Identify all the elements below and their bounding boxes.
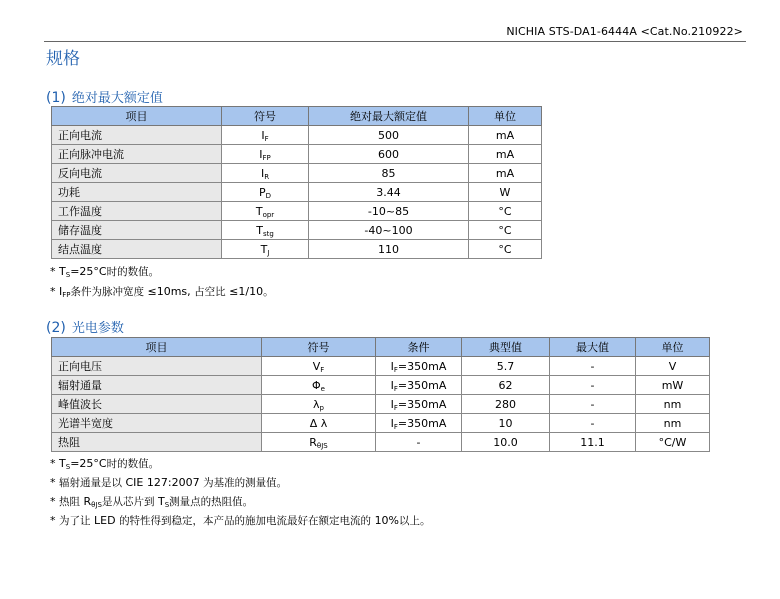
table-row (52, 126, 542, 145)
row-value: -10~85 (309, 202, 469, 221)
row-unit: mW (636, 376, 710, 395)
row-condition: $I_F=350mA$ (376, 395, 462, 414)
row-item: 反向电流 (52, 164, 222, 183)
row-unit: V (636, 357, 710, 376)
section2-number: (2) (46, 320, 66, 336)
row-typical: 280 (462, 395, 550, 414)
row-value: 500 (309, 126, 469, 145)
row-max: - (550, 395, 636, 414)
row-unit: nm (636, 414, 710, 433)
row-item: 辐射通量 (52, 376, 262, 395)
col-header-item: 项目 (52, 338, 262, 357)
row-typical: 10 (462, 414, 550, 433)
table-row (52, 164, 542, 183)
section1-title: 绝对最大额定值 (71, 91, 163, 106)
table-row (52, 221, 542, 240)
row-unit: mA (469, 145, 542, 164)
table-row (52, 145, 542, 164)
row-typical: 10.0 (462, 433, 550, 452)
row-symbol: $\Phi_e$ (262, 376, 376, 395)
row-unit: mA (469, 126, 542, 145)
row-typical: 5.7 (462, 357, 550, 376)
note-radiant-flux-standard: * 辐射通量是以 CIE 127:2007 为基准的测量值。 (50, 476, 288, 489)
row-max: 11.1 (550, 433, 636, 452)
row-unit: °C (469, 240, 542, 259)
section1-number: (1) (46, 90, 66, 106)
col-header-typical: 典型值 (462, 338, 550, 357)
col-header-item: 项目 (52, 107, 222, 126)
section2-heading (46, 317, 124, 336)
row-unit: °C (469, 202, 542, 221)
row-item: 功耗 (52, 183, 222, 202)
row-item: 工作温度 (52, 202, 222, 221)
row-unit: °C (469, 221, 542, 240)
col-header-unit: 单位 (469, 107, 542, 126)
row-value: -40~100 (309, 221, 469, 240)
table-header-row (52, 338, 710, 357)
col-header-symbol: 符号 (262, 338, 376, 357)
section2-title: 光电参数 (71, 321, 124, 336)
row-item: 结点温度 (52, 240, 222, 259)
row-max: - (550, 357, 636, 376)
row-symbol: $T_{stg}$ (222, 221, 309, 240)
row-condition: $I_F=350mA$ (376, 414, 462, 433)
row-item: 光谱半宽度 (52, 414, 262, 433)
table-row (52, 240, 542, 259)
col-header-rating: 绝对最大额定值 (309, 107, 469, 126)
row-unit: nm (636, 395, 710, 414)
electro-optical-table (51, 337, 710, 452)
row-item: 热阻 (52, 433, 262, 452)
note-test-temperature: * $T_S=25^\circ C$时的数值。 (50, 265, 160, 279)
col-header-max: 最大值 (550, 338, 636, 357)
row-item: 峰值波长 (52, 395, 262, 414)
table-row (52, 183, 542, 202)
row-value: 110 (309, 240, 469, 259)
row-symbol: $\lambda_p$ (262, 395, 376, 414)
table-row (52, 202, 542, 221)
table-header-row (52, 107, 542, 126)
row-unit: °C/W (636, 433, 710, 452)
note-thermal-resistance: * 热阻 $R_{\theta JS}$是从芯片到 $T_S$测量点的热阻值。 (50, 495, 254, 509)
table-row (52, 414, 710, 433)
row-symbol: $T_{opr}$ (222, 202, 309, 221)
absolute-max-ratings-table (51, 106, 542, 259)
col-header-unit: 单位 (636, 338, 710, 357)
table-row (52, 376, 710, 395)
row-symbol: $I_R$ (222, 164, 309, 183)
col-header-symbol: 符号 (222, 107, 309, 126)
col-header-condition: 条件 (376, 338, 462, 357)
row-symbol: $I_{FP}$ (222, 145, 309, 164)
row-max: - (550, 376, 636, 395)
row-value: 600 (309, 145, 469, 164)
row-item: 正向电流 (52, 126, 222, 145)
document-id: NICHIA STS-DA1-6444A <Cat.No.210922> (506, 25, 743, 38)
table-row (52, 357, 710, 376)
row-symbol: Δ λ (262, 414, 376, 433)
row-item: 正向脉冲电流 (52, 145, 222, 164)
row-value: 85 (309, 164, 469, 183)
header-divider (44, 41, 746, 42)
row-symbol: $R_{\theta JS}$ (262, 433, 376, 452)
row-condition: - (376, 433, 462, 452)
row-symbol: $I_F$ (222, 126, 309, 145)
table-row (52, 433, 710, 452)
row-condition: $I_F=350mA$ (376, 376, 462, 395)
row-symbol: $T_J$ (222, 240, 309, 259)
row-symbol: $P_D$ (222, 183, 309, 202)
row-unit: mA (469, 164, 542, 183)
row-max: - (550, 414, 636, 433)
row-symbol: $V_F$ (262, 357, 376, 376)
note-test-temperature-2: * $T_S=25^\circ C$时的数值。 (50, 457, 160, 471)
row-condition: $I_F=350mA$ (376, 357, 462, 376)
note-pulse-condition: * $I_{FP}$条件为脉冲宽度 ≤10ms, 占空比 ≤1/10。 (50, 285, 274, 299)
row-unit: W (469, 183, 542, 202)
table-row (52, 395, 710, 414)
row-typical: 62 (462, 376, 550, 395)
row-item: 正向电压 (52, 357, 262, 376)
section1-heading (46, 87, 163, 106)
page-title: 规格 (46, 49, 80, 69)
row-value: 3.44 (309, 183, 469, 202)
row-item: 储存温度 (52, 221, 222, 240)
note-current-recommendation: * 为了让 LED 的特性得到稳定，本产品的施加电流最好在额定电流的 10%以上。 (50, 514, 431, 527)
